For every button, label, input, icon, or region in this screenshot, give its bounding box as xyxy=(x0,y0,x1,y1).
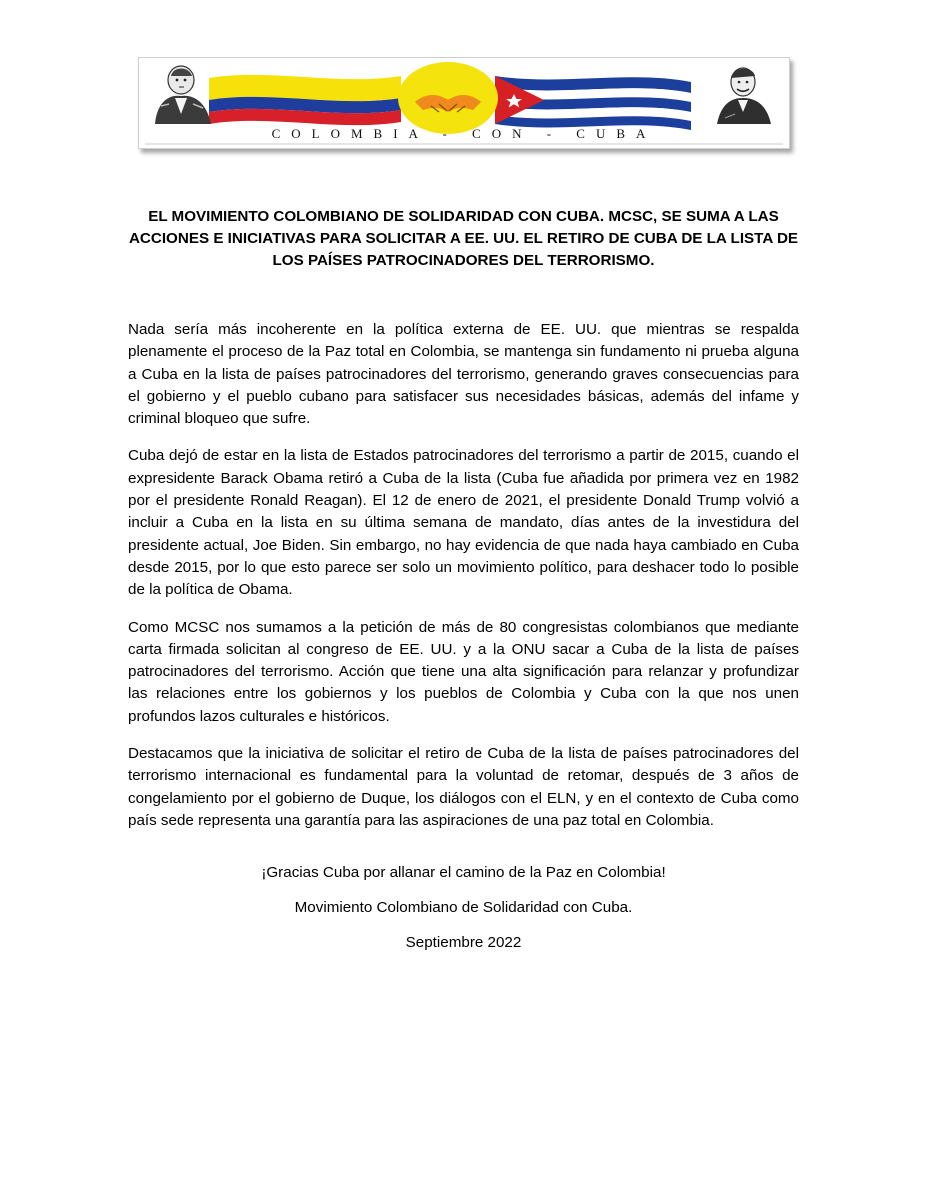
portrait-left-icon xyxy=(155,66,211,124)
colombia-flag xyxy=(209,75,401,125)
banner-caption: COLOMBIA - CON - CUBA xyxy=(271,126,657,141)
paragraph: Como MCSC nos sumamos a la petición de más de 80 congresistas colombianos que mediante carta firmada solicitan al congreso de EE. UU. y a la ONU sacar a Cuba de la lista de países patrocinadores del terrorismo. Acción que tiene una alta significación para relanzar y profundizar las relaciones entre los gobiernos y los pueblos de Colombia y Cuba con la que nos unen profundos lazos culturales e históricos. xyxy=(128,618,799,725)
cuba-flag xyxy=(495,76,691,130)
header-banner xyxy=(138,57,790,149)
portrait-right-icon xyxy=(717,68,771,124)
document-title: EL MOVIMIENTO COLOMBIANO DE SOLIDARIDAD CON CUBA. MCSC, SE SUMA A LAS ACCIONES E INICIATIVAS PARA SOLICITAR A EE. UU. EL RETIRO DE CUBA DE LA LISTA DE LOS PAÍSES PATROCINADORES DEL TERRORISMO. xyxy=(128,208,799,269)
paragraph: Nada sería más incoherente en la política externa de EE. UU. que mientras se respalda plenamente el proceso de la Paz total en Colombia, se mantenga sin fundamento ni prueba alguna a Cuba en la lista de países patrocinadores del terrorismo, generando graves consecuencias para el gobierno y el pueblo cubano para satisfacer sus necesidades básicas, además del infame y criminal bloqueo que sufre. xyxy=(128,321,799,428)
document-body xyxy=(128,319,799,847)
paragraph: Destacamos que la iniciativa de solicitar el retiro de Cuba de la lista de países patrocinadores del terrorismo internacional es fundamental para la voluntad de retomar, después de 3 años de congelamiento por el gobierno de Duque, los diálogos con el ELN, y en el contexto de Cuba como país sede representa una garantía para las aspiraciones de una paz total en Colombia. xyxy=(128,745,799,829)
closing-slogan: ¡Gracias Cuba por allanar el camino de la Paz en Colombia! xyxy=(261,864,666,881)
handshake-emblem xyxy=(398,62,498,134)
closing-date: Septiembre 2022 xyxy=(405,934,522,951)
closing-block xyxy=(120,862,807,967)
paragraph: Cuba dejó de estar en la lista de Estados patrocinadores del terrorismo a partir de 2015, cuando el expresidente Barack Obama retiró a Cuba de la lista (Cuba fue añadida por primera vez en 1982 por el presidente Ronald Reagan). El 12 de enero de 2021, el presidente Donald Trump volvió a incluir a Cuba en la lista en su última semana de mandato, días antes de la investidura del presidente actual, Joe Biden. Sin embargo, no hay evidencia de que nada haya cambiado en Cuba desde 2015, por lo que esto parece ser solo un movimiento político, para deshacer todo lo posible de la política de Obama. xyxy=(128,447,799,599)
closing-signature: Movimiento Colombiano de Solidaridad con Cuba. xyxy=(294,899,633,916)
